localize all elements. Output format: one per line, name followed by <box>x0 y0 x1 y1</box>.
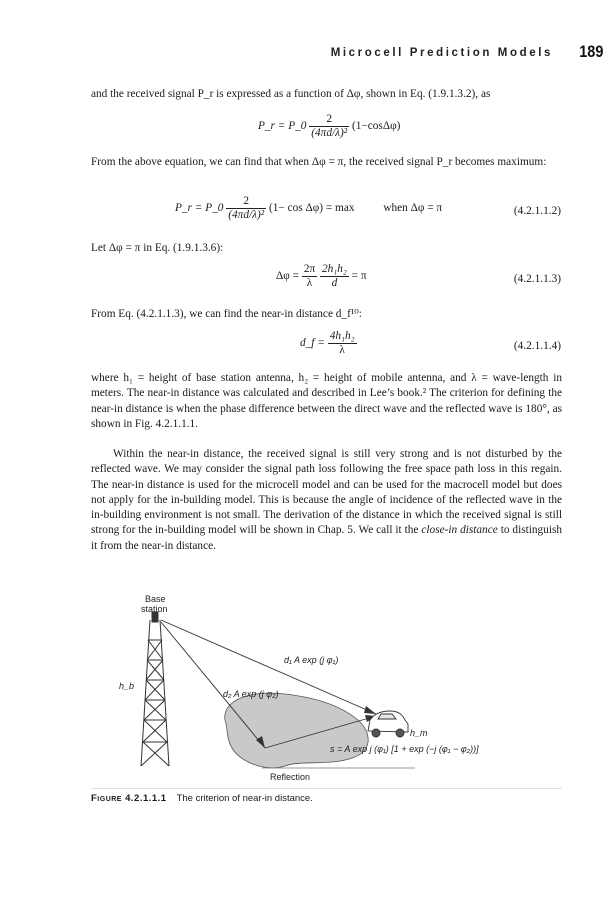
base-station-tower-icon <box>141 612 169 766</box>
reflection-label: Reflection <box>270 772 311 782</box>
base-station-label-line2: station <box>141 604 168 614</box>
eq2-numerator: 2 <box>226 195 266 209</box>
eq3-denominator-1: λ <box>306 277 313 289</box>
paragraph-intro: and the received signal P_r is expressed as a function of Δφ, shown in Eq. (1.9.1.3.2), as <box>91 88 491 100</box>
figure-caption-label: Figure 4.2.1.1.1 <box>91 793 167 804</box>
eq4-lhs: d_f = <box>300 337 325 350</box>
eq2-lhs: P_r = P_0 <box>175 202 224 215</box>
reflection-ground-shape <box>225 693 368 768</box>
eq2-denominator: (4πd/λ)² <box>228 209 265 221</box>
base-station-label-line1: Base <box>145 594 166 604</box>
paragraph-definitions: where h₁ = height of base station antenna, h₂ = height of mobile antenna, and λ = wave-length in meters. The near-in distance was calculated and described in Lee’s book.² The criterion for defining the near-in distance is when the phase difference between the direct wave and the reflected wave is 180°, as shown in Fig. 4.2.1.1.1. <box>91 372 562 430</box>
incident-ray <box>161 622 265 748</box>
paragraph-close-in-a: Within the near-in distance, the received signal is still very strong and is not disturbed by the reflected wave. We may consider the signal path loss following the free space path loss in this regain. The near-in distance is used for the microcell model and can be used for the macrocell model but does not apply for the in-building model. This is because the angle of incidence of the reflected wave in the in-building environment is not small. The derivation of the distance in which the received signal is still strong for the in-building model will be shown in Chap. 5. We call it the <box>91 448 562 537</box>
direct-wave-label: d₁ A exp (j φ₁) <box>284 655 339 665</box>
eq2-number: (4.2.1.1.2) <box>513 205 561 217</box>
eq2-condition: when Δφ = π <box>383 202 443 215</box>
eq4-denominator: λ <box>339 344 345 356</box>
caption-divider <box>91 788 562 789</box>
eq4-numerator: 4h₁h₂ <box>329 330 355 342</box>
eq3-denominator-2: d <box>331 277 338 289</box>
eq1-lhs: P_r = P_0 <box>258 120 307 133</box>
eq1-numerator: 2 <box>309 113 349 127</box>
figure-caption-text: The criterion of near-in distance. <box>176 793 313 804</box>
paragraph-maximum: From the above equation, we can find that when Δφ = π, the received signal P_r becomes maximum: <box>91 156 547 168</box>
eq3-lhs: Δφ = <box>276 270 299 283</box>
eq2-rhs: (1− cos Δφ) = max <box>268 202 355 215</box>
eq3-rhs: = π <box>351 270 367 283</box>
page-number: 189 <box>578 42 603 61</box>
figure-caption <box>91 793 313 804</box>
eq1-denominator: (4πd/λ)² <box>311 127 348 139</box>
hb-label: h_b <box>119 681 135 691</box>
eq3-number: (4.2.1.1.3) <box>513 273 561 285</box>
paragraph-near-in: From Eq. (4.2.1.1.3), we can find the near-in distance d_f¹⁰: <box>91 308 362 320</box>
eq3-numerator-1: 2π <box>303 263 316 275</box>
sum-signal-label: s = A exp j (φ₁) [1 + exp (−j (φ₁ − φ₂))] <box>330 744 479 754</box>
mobile-car-icon <box>368 711 408 737</box>
eq3-numerator-2: 2h₁h₂ <box>322 263 347 275</box>
hm-label: h_m <box>410 728 428 738</box>
close-in-distance-term: close-in distance <box>421 524 498 537</box>
eq4-number: (4.2.1.1.4) <box>513 340 561 352</box>
eq1-rhs: (1−cosΔφ) <box>351 120 401 133</box>
paragraph-let: Let Δφ = π in Eq. (1.9.1.3.6): <box>91 242 224 254</box>
reflected-wave-label: d₂ A exp (j φ₂) <box>223 689 279 699</box>
direct-ray-arrowhead <box>364 706 376 714</box>
paragraph-close-in-b: to distinguish it from the near-in distance. <box>91 524 563 552</box>
running-header-title: Microcell Prediction Models <box>330 47 553 59</box>
